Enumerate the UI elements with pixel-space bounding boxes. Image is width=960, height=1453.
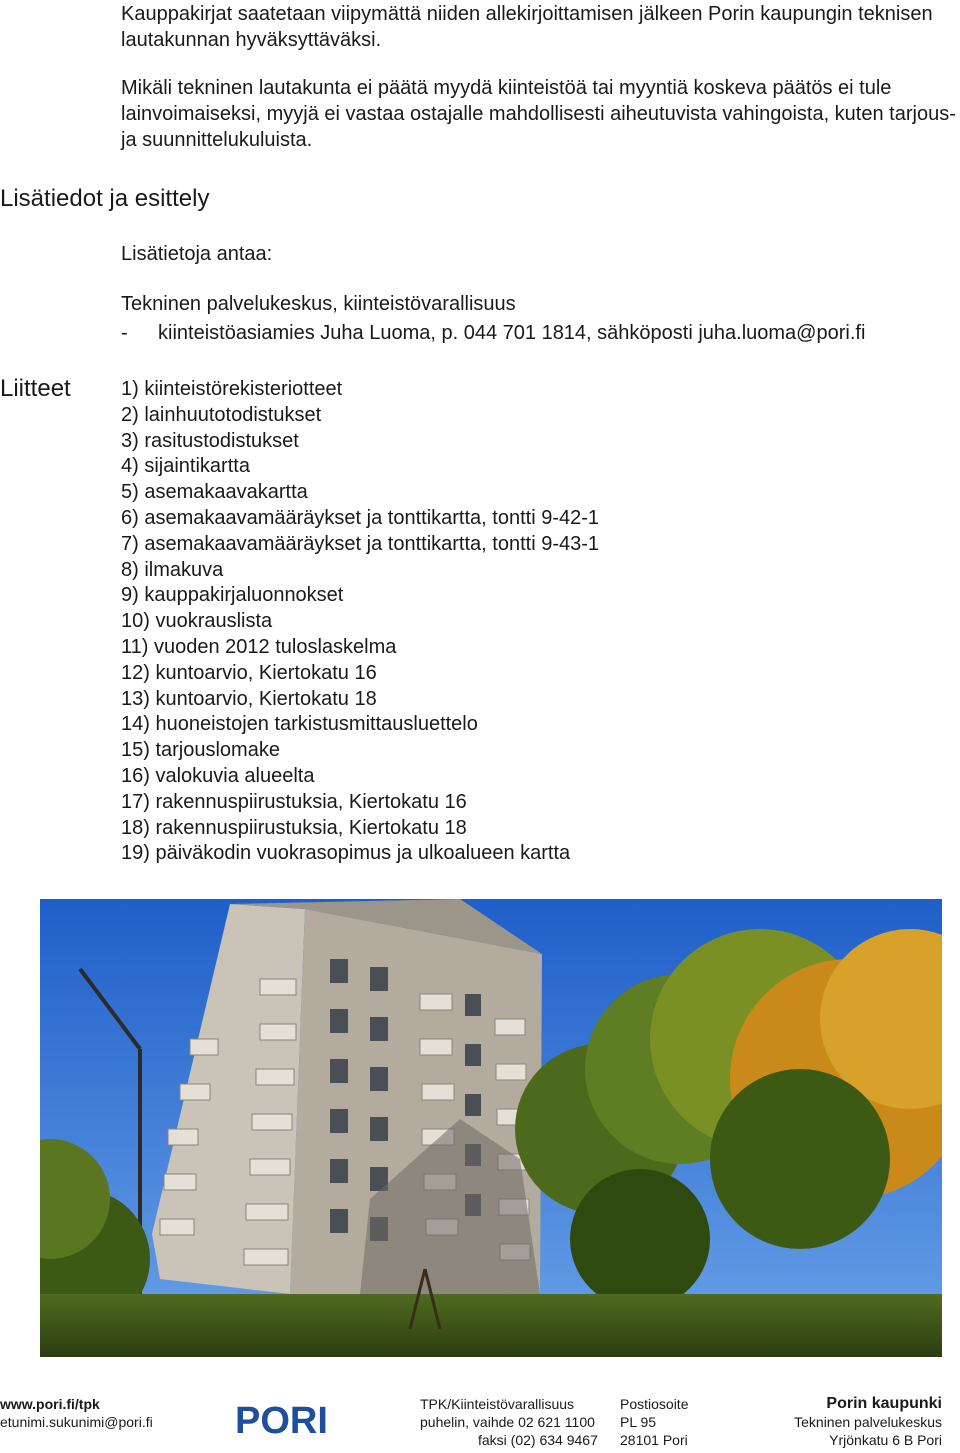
footer (0, 1395, 960, 1453)
contact-person: kiinteistöasiamies Juha Luoma, p. 044 701 1814, sähköposti juha.luoma@pori.fi (158, 322, 866, 344)
contact-heading: Lisätiedot ja esittely (0, 185, 210, 212)
intro-paragraph: Kauppakirjat saatetaan viipymättä niiden allekirjoittamisen jälkeen Porin kaupungin teknisen lautakunnan hyväksyttäväksi. (121, 3, 933, 51)
attachment-item: 3) rasitustodistukset (121, 429, 299, 452)
attachment-item: 14) huoneistojen tarkistusmittausluettelo (121, 713, 478, 736)
attachment-item: 7) asemakaavamääräykset ja tonttikartta, tontti 9-43-1 (121, 532, 600, 555)
footer-post-label: Postiosoite (620, 1396, 689, 1412)
attachment-item: 16) valokuvia alueelta (121, 764, 315, 787)
footer-phone: puhelin, vaihde 02 621 1100 (420, 1414, 595, 1430)
attachment-item: 18) rakennuspiirustuksia, Kiertokatu 18 (121, 816, 467, 839)
footer-fax: faksi (02) 634 9467 (478, 1432, 598, 1448)
contact-label: Lisätietoja antaa: (121, 243, 273, 265)
logo-text: PORI (235, 1400, 328, 1437)
attachment-item: 5) asemakaavakartta (121, 481, 308, 504)
attachment-item: 17) rakennuspiirustuksia, Kiertokatu 16 (121, 790, 467, 813)
contact-office: Tekninen palvelukeskus, kiinteistövarallisuus (121, 293, 516, 315)
liability-paragraph: Mikäli tekninen lautakunta ei päätä myydä kiinteistöä tai myyntiä koskeva päätös ei tule lainvoimaiseksi, myyjä ei vastaa ostajalle mahdollisesti aiheutuvista vahingoista, kuten tarjous- ja suunnittelukuluista. (121, 77, 956, 151)
contact-person-line (121, 320, 865, 346)
footer-dept: TPK/Kiinteistövarallisuus (420, 1396, 575, 1412)
pori-logo (233, 1399, 337, 1441)
footer-street: Yrjönkatu 6 B Pori (829, 1432, 942, 1448)
attachment-item: 8) ilmakuva (121, 558, 224, 581)
attachment-item: 19) päiväkodin vuokrasopimus ja ulkoalueen kartta (121, 842, 571, 865)
attachments-heading: Liitteet (0, 375, 71, 402)
footer-post-code: 28101 Pori (620, 1432, 688, 1448)
pori-logo-mark (233, 1399, 337, 1437)
attachment-item: 13) kuntoarvio, Kiertokatu 18 (121, 687, 377, 710)
footer-postal-column (620, 1395, 688, 1449)
building-photo (40, 899, 942, 1357)
footer-center: Tekninen palvelukeskus (794, 1414, 942, 1430)
lawn (40, 1294, 942, 1357)
footer-website-link[interactable]: www.pori.fi/tpk (0, 1396, 100, 1412)
attachment-item: 6) asemakaavamääräykset ja tonttikartta, tontti 9-42-1 (121, 506, 600, 529)
footer-city: Porin kaupunki (826, 1395, 942, 1412)
attachment-item: 11) vuoden 2012 tuloslaskelma (121, 635, 397, 658)
footer-dept-column (420, 1395, 598, 1449)
footer-email[interactable]: etunimi.sukunimi@pori.fi (0, 1414, 153, 1430)
attachment-item: 4) sijaintikartta (121, 455, 250, 478)
attachment-item: 9) kauppakirjaluonnokset (121, 584, 344, 607)
building-photo-illustration (40, 899, 942, 1357)
attachment-item: 15) tarjouslomake (121, 739, 280, 762)
footer-city-column (794, 1395, 942, 1449)
attachment-item: 12) kuntoarvio, Kiertokatu 16 (121, 661, 377, 684)
footer-post-box: PL 95 (620, 1414, 657, 1430)
attachments-list (121, 377, 599, 867)
attachment-item: 10) vuokrauslista (121, 610, 273, 633)
list-dash: - (121, 322, 128, 344)
attachment-item: 1) kiinteistörekisteriotteet (121, 378, 343, 400)
footer-web-column (0, 1395, 153, 1431)
attachment-item: 2) lainhuutotodistukset (121, 403, 322, 426)
